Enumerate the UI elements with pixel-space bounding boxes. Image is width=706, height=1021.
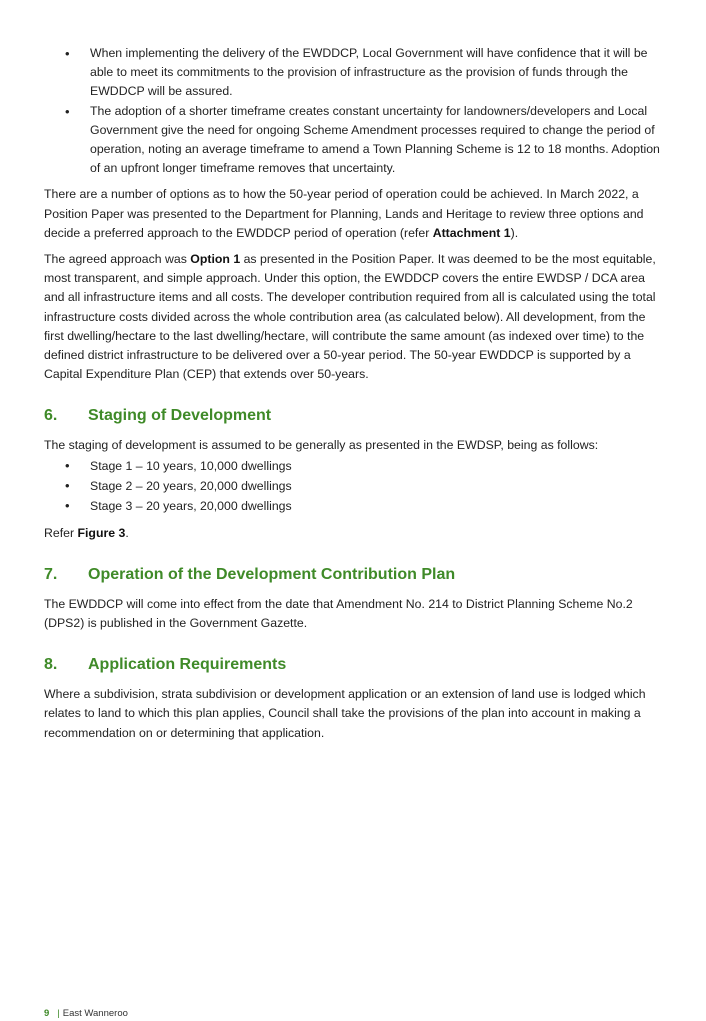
approach-text: The agreed approach was <box>44 252 191 267</box>
figure-reference: Figure 3 <box>77 525 126 540</box>
page-content <box>44 44 664 743</box>
section-number: 7. <box>44 565 58 583</box>
options-text: There are a number of options as to how the 50-year period of operation could be achieved. In March 2022, a Position Paper was presented to the Department for Planning, Lands and Heritage to review three options and decide a preferred approach to the EWDDCP period of operation (refer <box>44 187 644 240</box>
page-number: 9 <box>44 1008 50 1019</box>
application-paragraph: Where a subdivision, strata subdivision or development application or an extension of land use is lodged which relates to land to which this plan applies, Council shall take the provisions of the plan into account in making a recommendation on or determining that application. <box>44 687 646 740</box>
section-7-heading <box>44 565 664 585</box>
options-text-end: ). <box>510 225 519 240</box>
operation-paragraph: The EWDDCP will come into effect from the date that Amendment No. 214 to District Planning Scheme No.2 (DPS2) is published in the Government Gazette. <box>44 596 633 631</box>
list-item: • Stage 1 – 10 years, 10,000 dwellings <box>44 456 664 476</box>
list-item: • Stage 2 – 20 years, 20,000 dwellings <box>44 476 664 496</box>
intro-bullet-list <box>44 44 664 178</box>
document-name: East Wanneroo <box>62 1008 128 1019</box>
list-item: • Stage 3 – 20 years, 20,000 dwellings <box>44 496 664 516</box>
section-6-heading <box>44 406 664 426</box>
refer-text: Refer <box>44 525 78 540</box>
approach-text-end: as presented in the Position Paper. It was deemed to be the most equitable, most transparent, and simple approach. Under this option, the EWDDCP covers the entire EWDSP / DCA area and all infrastructure items and all costs. The developer contribution required from all is calculated using the total infrastructure costs divided across the whole contribution area (as calculated below). All development, from the first dwelling/hectare to the last dwelling/hectare, will contribute the same amount (as indexed over time) to the defined district infrastructure to be delivered over a 50-year period. The 50-year EWDDCP is supported by a Capital Expenditure Plan (CEP) that extends over 50-years. <box>44 252 656 382</box>
attachment-reference: Attachment 1 <box>432 225 511 240</box>
list-item: • When implementing the delivery of the EWDDCP, Local Government will have confidence that it will be able to meet its commitments to the provision of infrastructure as the provision of funds through the EWDDCP will be assured. <box>44 44 664 102</box>
list-item: • The adoption of a shorter timeframe creates constant uncertainty for landowners/developers and Local Government give the need for ongoing Scheme Amendment processes required to change the period of operation, noting an average timeframe to amend a Town Planning Scheme is 12 to 18 months. Adoption of an upfront longer timeframe removes that uncertainty. <box>44 102 664 179</box>
section-title: Staging of Development <box>88 407 272 425</box>
section-title: Operation of the Development Contribution Plan <box>88 565 456 583</box>
page-footer <box>44 1008 128 1020</box>
stage-list <box>44 456 664 516</box>
approach-paragraph <box>44 250 664 384</box>
staging-intro: The staging of development is assumed to be generally as presented in the EWDSP, being as follows: <box>44 438 599 453</box>
option-reference: Option 1 <box>190 252 241 267</box>
section-number: 6. <box>44 407 58 425</box>
section-8-heading <box>44 655 664 675</box>
section-title: Application Requirements <box>88 656 287 674</box>
section-number: 8. <box>44 656 58 674</box>
figure-reference-paragraph <box>44 524 664 543</box>
options-paragraph <box>44 185 664 243</box>
footer-separator: | <box>57 1008 60 1019</box>
refer-text-end: . <box>125 525 129 540</box>
